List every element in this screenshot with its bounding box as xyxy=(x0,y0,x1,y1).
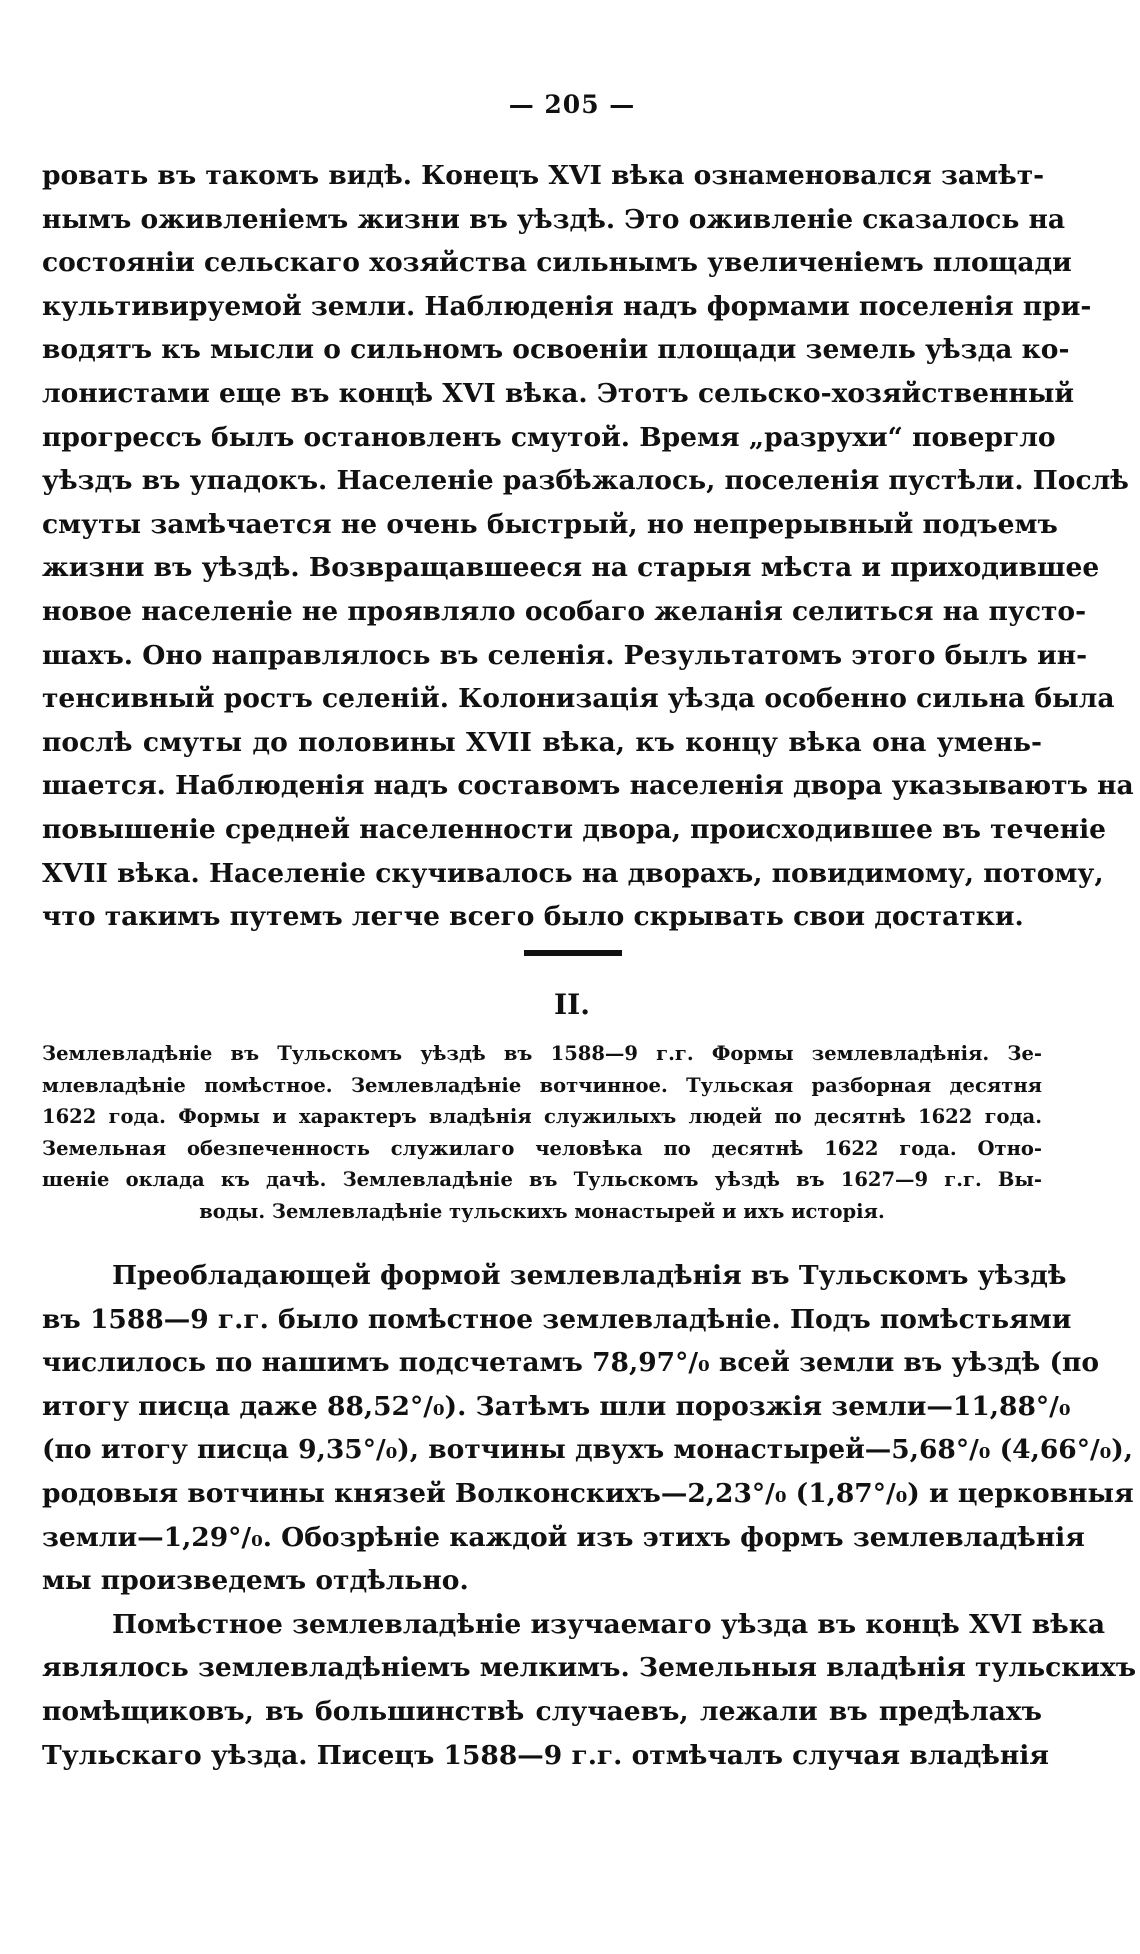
text-line: Помѣстное землевладѣніе изучаемаго уѣзда въ концѣ XVI вѣка xyxy=(112,1608,1106,1640)
text-line: культивируемой земли. Наблюденія надъ формами поселенія при- xyxy=(42,290,1092,322)
text-line: Преобладающей формой землевладѣнія въ Тульскомъ уѣздѣ xyxy=(112,1260,1067,1291)
summary-line: Землевладѣніе въ Тульскомъ уѣздѣ въ 1588—9 г.г. Формы землевладѣнія. Зе- xyxy=(42,1042,1042,1065)
text-line: уѣздъ въ упадокъ. Населеніе разбѣжалось, поселенія пустѣли. Послѣ xyxy=(42,465,1129,497)
paragraph-1 xyxy=(42,154,1134,939)
text-line: итогу писца даже 88,52°/₀). Затѣмъ шли порозжія земли—11,88°/₀ xyxy=(42,1390,1071,1422)
summary-line: воды. Землевладѣніе тульскихъ монастырей и ихъ исторія. xyxy=(199,1199,885,1223)
text-line: что такимъ путемъ легче всего было скрывать свои достатки. xyxy=(42,901,1024,933)
page-number: — 205 — xyxy=(508,90,636,119)
text-line: (по итогу писца 9,35°/₀), вотчины двухъ монастырей—5,68°/₀ (4,66°/₀), xyxy=(42,1434,1133,1466)
text-line: въ 1588—9 г.г. было помѣстное землевладѣніе. Подъ помѣстьями xyxy=(42,1303,1072,1335)
text-line: ровать въ такомъ видѣ. Конецъ XVI вѣка ознаменовался замѣт- xyxy=(42,160,1045,191)
text-line: помѣщиковъ, въ большинствѣ случаевъ, лежали въ предѣлахъ xyxy=(42,1695,1042,1727)
text-line: XVII вѣка. Населеніе скучивалось на дворахъ, повидимому, потому, xyxy=(42,857,1104,889)
summary-line: 1622 года. Формы и характеръ владѣнія служилыхъ людей по десятнѣ 1622 года. xyxy=(42,1105,1042,1128)
text-line: тенсивный ростъ селеній. Колонизація уѣзда особенно сильна была xyxy=(42,683,1115,715)
text-line: шахъ. Оно направлялось въ селенія. Результатомъ этого былъ ин- xyxy=(42,639,1088,671)
summary-line: млевладѣніе помѣстное. Землевладѣніе вотчинное. Тульская разборная десятня xyxy=(42,1073,1042,1097)
text-line: нымъ оживленіемъ жизни въ уѣздѣ. Это оживленіе сказалось на xyxy=(42,203,1066,235)
section-separator xyxy=(524,950,622,956)
text-line: водятъ къ мысли о сильномъ освоеніи площади земель уѣзда ко- xyxy=(42,334,1070,366)
text-line: шается. Наблюденія надъ составомъ населенія двора указываютъ на xyxy=(42,770,1134,802)
text-line: земли—1,29°/₀. Обозрѣніе каждой изъ этихъ формъ землевладѣнія xyxy=(42,1521,1085,1553)
text-line: Тульскаго уѣзда. Писецъ 1588—9 г.г. отмѣчалъ случая владѣнія xyxy=(42,1739,1049,1771)
text-line: смуты замѣчается не очень быстрый, но непрерывный подъемъ xyxy=(42,508,1058,540)
text-line: мы произведемъ отдѣльно. xyxy=(42,1565,469,1597)
section-numeral: II. xyxy=(554,988,590,1021)
text-line: состояніи сельскаго хозяйства сильнымъ увеличеніемъ площади xyxy=(42,247,1072,279)
summary-line: Земельная обезпеченность служилаго человѣка по десятнѣ 1622 года. Отно- xyxy=(42,1136,1042,1160)
text-line: прогрессъ былъ остановленъ смутой. Время „разрухи“ повергло xyxy=(42,421,1056,453)
text-line: повышеніе средней населенности двора, происходившее въ теченіе xyxy=(42,813,1107,845)
text-line: новое населеніе не проявляло особаго желанія селиться на пусто- xyxy=(42,595,1087,627)
text-line: послѣ смуты до половины XVII вѣка, къ концу вѣка она умень- xyxy=(42,726,1042,758)
text-line: жизни въ уѣздѣ. Возвращавшееся на старыя мѣста и приходившее xyxy=(42,552,1100,584)
text-line: лонистами еще въ концѣ XVI вѣка. Этотъ сельско-хозяйственный xyxy=(42,377,1075,409)
chapter-summary xyxy=(42,1038,1042,1227)
summary-line: шеніе оклада къ дачѣ. Землевладѣніе въ Тульскомъ уѣздѣ въ 1627—9 г.г. Вы- xyxy=(42,1168,1042,1191)
text-line: числилось по нашимъ подсчетамъ 78,97°/₀ всей земли въ уѣздѣ (по xyxy=(42,1347,1100,1379)
paragraph-2-and-3 xyxy=(42,1254,1137,1777)
text-line: являлось землевладѣніемъ мелкимъ. Земельныя владѣнія тульскихъ xyxy=(42,1652,1137,1684)
text-line: родовыя вотчины князей Волконскихъ—2,23°/₀ (1,87°/₀) и церковныя xyxy=(42,1477,1134,1509)
